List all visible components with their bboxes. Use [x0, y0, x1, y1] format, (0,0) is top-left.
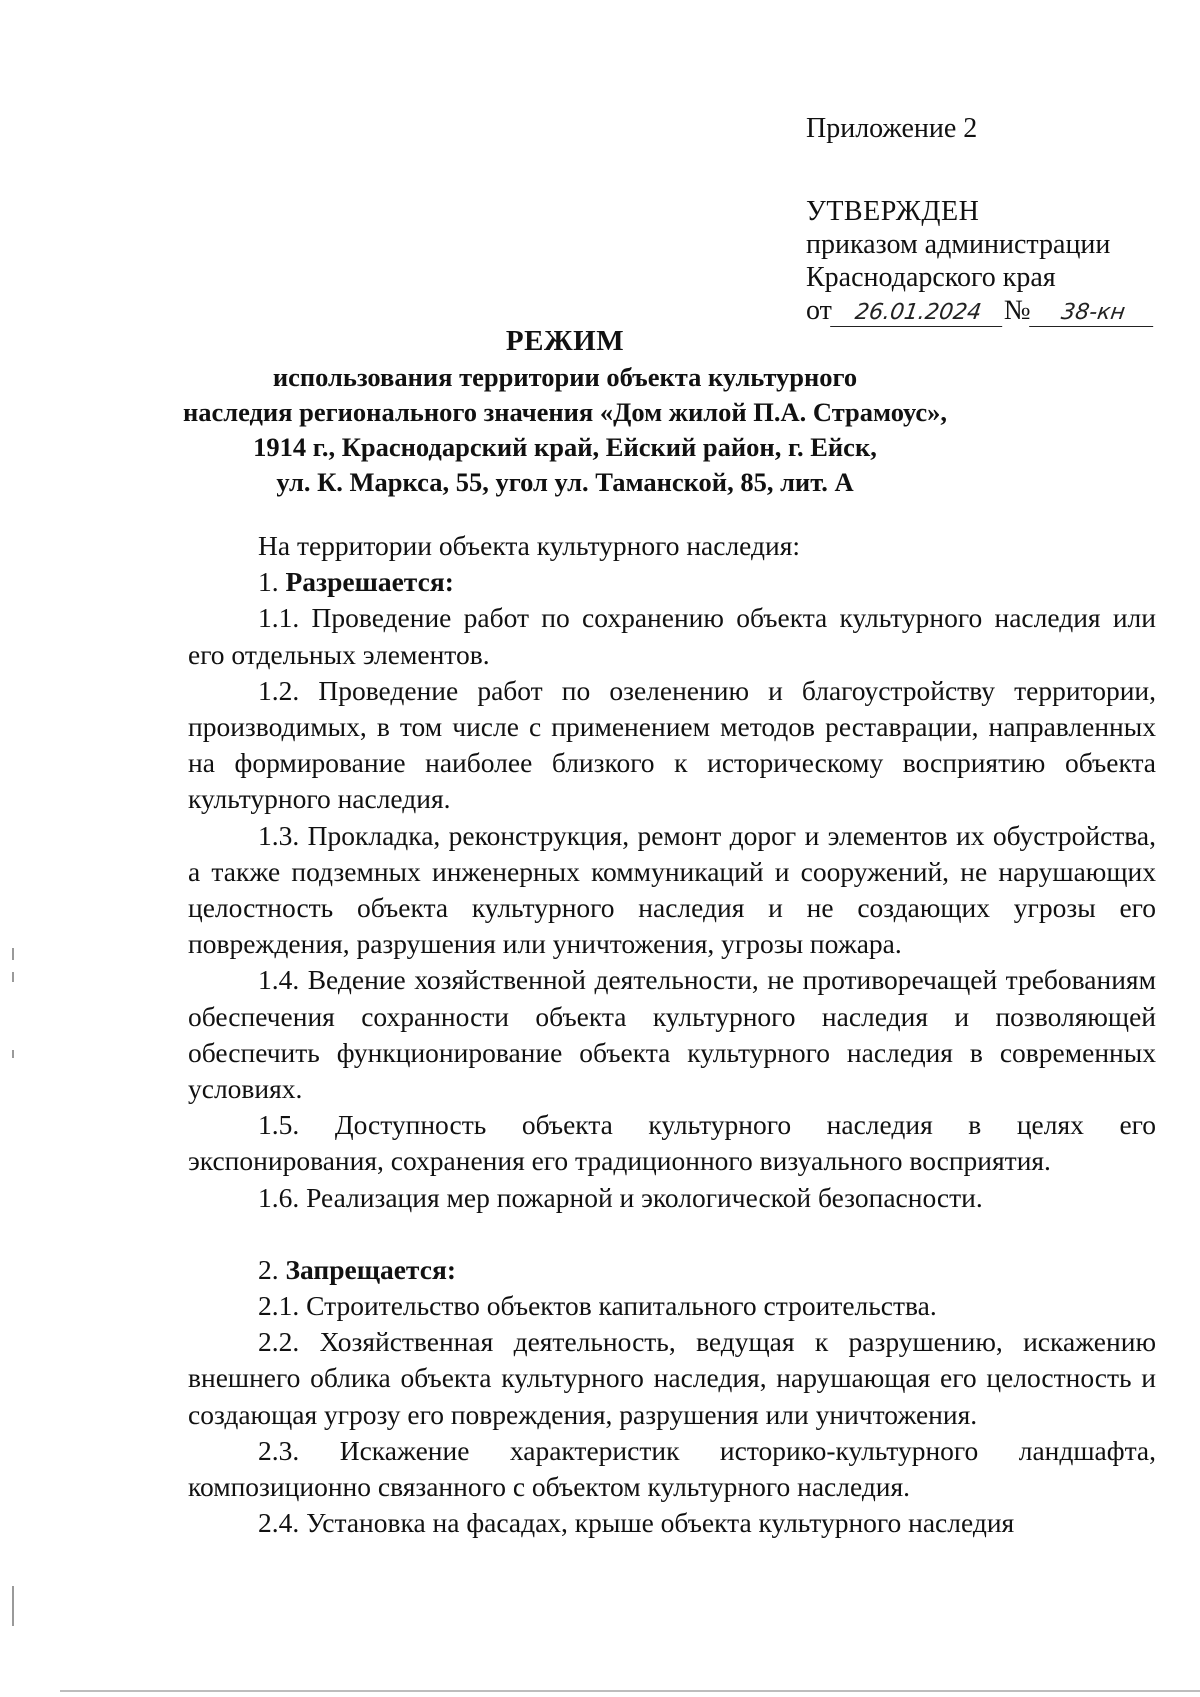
number-prefix: №: [1003, 295, 1031, 326]
section-1-number: 1.: [258, 566, 279, 598]
item-2-2: 2.2. Хозяйственная деятельность, ведущая к разрушению, искажению внешнего облика объекта культурного наследия, нарушающая его целостность и создающая угрозу его повреждения, разрушения или уничтожения.: [188, 1326, 1156, 1430]
appendix-label: Приложение 2: [806, 113, 978, 144]
title-line-1: использования территории объекта культурного: [272, 362, 858, 392]
item-1-3: 1.3. Прокладка, реконструкция, ремонт дорог и элементов их обустройства, а также подземных инженерных коммуникаций и сооружений, не нарушающих целостность объекта культурного наследия и не создающих угрозы его повреждения, разрушения или уничтожения, угрозы пожара.: [188, 819, 1156, 960]
approval-line-1: приказом администрации: [806, 229, 1111, 260]
section-1-title: Разрешается:: [285, 566, 454, 598]
date-prefix: от: [806, 295, 832, 326]
item-1-5: 1.5. Доступность объекта культурного наследия в целях его экспонирования, сохранения его традиционного визуального восприятия.: [188, 1109, 1156, 1177]
item-2-4: 2.4. Установка на фасадах, крыше объекта культурного наследия: [258, 1507, 1015, 1539]
scan-mark-left-3: [12, 1050, 14, 1058]
scan-edge-bottom: [60, 1690, 1200, 1692]
title-line-4: ул. К. Маркса, 55, угол ул. Таманской, 85, лит. А: [276, 467, 854, 497]
handwritten-number: 38-кн: [1029, 300, 1157, 327]
section-2-heading: [188, 1252, 1156, 1288]
section-spacer: [188, 1216, 1156, 1252]
section-2-title: Запрещается:: [285, 1253, 457, 1285]
approval-block: [806, 112, 1186, 327]
title-line-3: 1914 г., Краснодарский край, Ейский район, г. Ейск,: [253, 432, 877, 462]
document-title-block: [160, 322, 970, 500]
item-1-2: 1.2. Проведение работ по озеленению и благоустройству территории, производимых, в том числе с применением методов реставрации, направленных на формирование наиболее близкого к историческому восприятию объекта культурного наследия.: [188, 674, 1156, 815]
handwritten-date: 26.01.2024: [830, 300, 1006, 327]
approved-heading: УТВЕРЖДЕН: [806, 196, 980, 227]
document-body: [188, 528, 1156, 1541]
document-title: РЕЖИМ: [505, 325, 625, 357]
item-2-3: 2.3. Искажение характеристик историко-культурного ландшафта, композиционно связанного с объектом культурного наследия.: [188, 1434, 1156, 1503]
section-1-heading: [188, 564, 1156, 600]
title-line-2: наследия регионального значения «Дом жилой П.А. Страмоус»,: [182, 397, 948, 427]
item-1-6: 1.6. Реализация мер пожарной и экологической безопасности.: [258, 1181, 983, 1213]
item-1-4: 1.4. Ведение хозяйственной деятельности, не противоречащей требованиям обеспечения сохранности объекта культурного наследия и позволяющей обеспечить функционирование объекта культурного наследия в современных условиях.: [188, 964, 1156, 1105]
approval-line-2: Краснодарского края: [806, 262, 1056, 293]
item-2-1: 2.1. Строительство объектов капитального строительства.: [258, 1290, 937, 1322]
scan-mark-left-2: [12, 972, 14, 982]
section-2-number: 2.: [258, 1253, 279, 1285]
item-1-1: 1.1. Проведение работ по сохранению объекта культурного наследия или его отдельных элементов.: [188, 602, 1156, 670]
scan-mark-left-1: [12, 948, 14, 960]
scan-mark-left-4: [12, 1586, 14, 1626]
intro-paragraph: На территории объекта культурного наследия:: [258, 530, 801, 561]
